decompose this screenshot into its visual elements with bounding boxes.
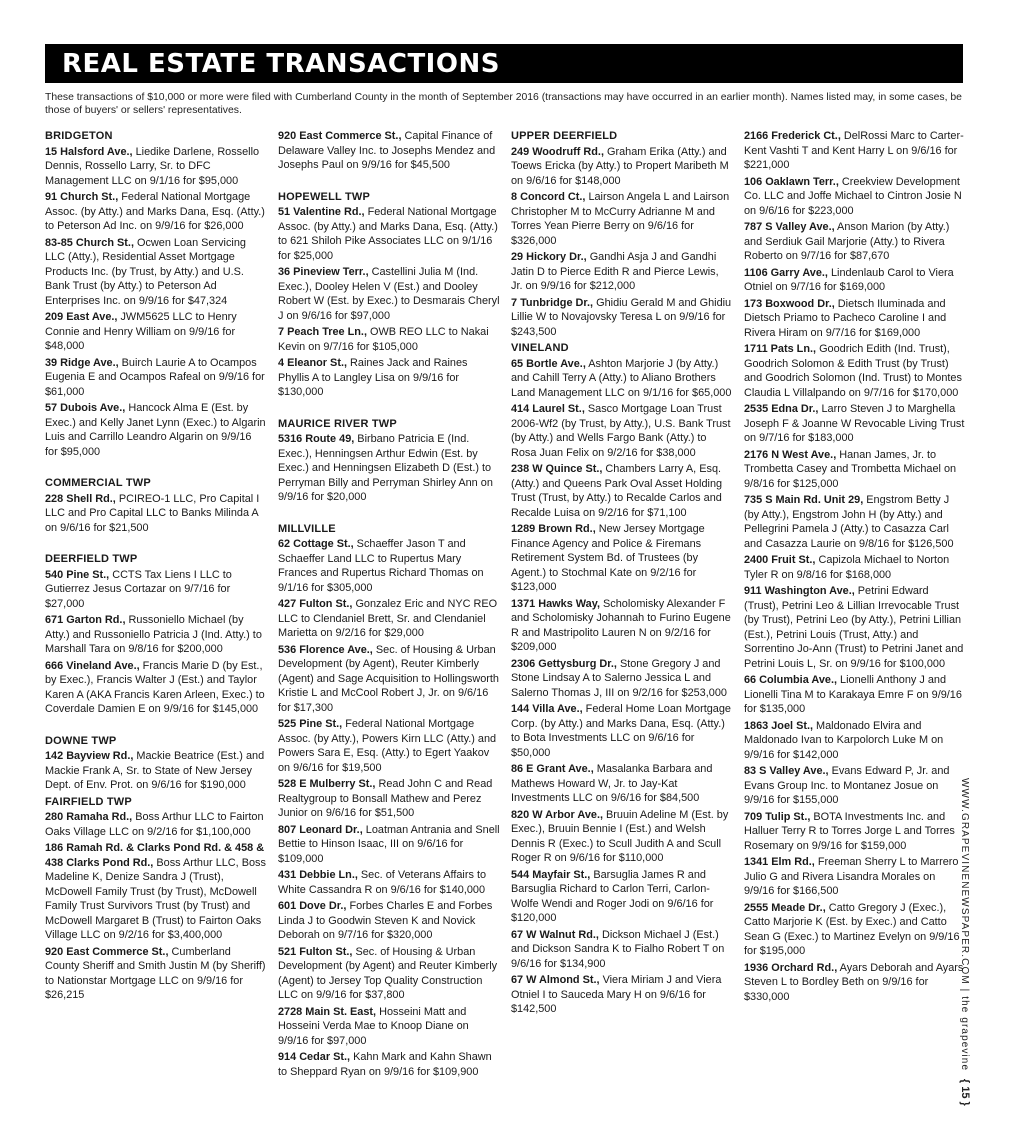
transaction-entry	[511, 657, 733, 701]
property-address: 29 Hickory Dr.,	[511, 251, 587, 263]
municipality-section	[278, 190, 500, 400]
transaction-details: Ashton Marjorie J (by Atty.) and Cahill Terry A (Atty.) to Aliano Brothers Land Management LLC on 9/1/16 for $65,000	[511, 357, 732, 399]
property-address: 91 Church St.,	[45, 191, 119, 203]
transaction-entry	[744, 584, 966, 671]
property-address: 914 Cedar St.,	[278, 1051, 351, 1063]
transaction-entry	[45, 613, 267, 657]
property-address: 787 S Valley Ave.,	[744, 221, 835, 233]
page-title: REAL ESTATE TRANSACTIONS	[62, 49, 500, 79]
transaction-details: Forbes Charles E and Forbes Linda J to Goodwin Steven K and Novick Deborah on 9/7/16 for $320,000	[278, 900, 493, 941]
property-address: 173 Boxwood Dr.,	[744, 297, 835, 310]
property-address: 4 Eleanor St.,	[278, 357, 347, 369]
transaction-details: Evans Edward P, Jr. and Evans Group Inc. to Montanez Josue on 9/9/16 for $155,000	[744, 765, 950, 806]
transaction-entry	[278, 432, 500, 505]
transaction-entry	[278, 1005, 500, 1049]
transaction-details: Freeman Sherry L to Marrero Julio G and Rivera Lisandra Morales on 9/9/16 for $166,500	[744, 856, 959, 897]
transaction-entry	[744, 266, 966, 295]
property-address: 1711 Pats Ln.,	[744, 343, 817, 355]
transaction-details: Hancock Alma E (Est. by Exec.) and Kelly Janet Lynn (Exec.) to Algarin Luis and Carrillo Leandro Algarin on 9/9/16 for $95,000	[45, 402, 266, 458]
column-3	[511, 129, 733, 1034]
transaction-entry	[511, 928, 733, 972]
transaction-details: Goodrich Edith (Ind. Trust), Goodrich Solomon & Edith Trust (by Trust) and Goodrich Solomon (Ind. Trust) to Montes Claudia L Villalpando on 9/7/16 for $170,000	[744, 343, 962, 399]
transaction-details: Sec. of Veterans Affairs to White Cassandra R on 9/6/16 for $140,000	[278, 869, 487, 896]
property-address: 2535 Edna Dr.,	[744, 403, 819, 415]
transaction-details: Anson Marion (by Atty.) and Serdiuk Gail Marjorie (Atty.) to Rivera Roberto on 9/7/16 for $87,670	[744, 221, 950, 262]
municipality-heading: DOWNE TWP	[45, 734, 117, 747]
property-address: 735 S Main Rd. Unit 29,	[744, 494, 864, 506]
transaction-entry	[45, 841, 267, 943]
property-address: 36 Pineview Terr.,	[278, 266, 369, 278]
property-address: 528 E Mulberry St.,	[278, 778, 376, 790]
property-address: 601 Dove Dr.,	[278, 900, 347, 912]
municipality-heading: MAURICE RIVER TWP	[278, 417, 397, 430]
transaction-entry	[278, 325, 500, 354]
transaction-entry	[45, 749, 267, 793]
property-address: 911 Washington Ave.,	[744, 585, 855, 597]
transaction-details: Engstrom Betty J (by Atty.), Engstrom John H (by Atty.) and Pellegrini Pamela J (Atty.) to Casazza Carl and Casazza Laurie on 9/8/16 for $126,500	[744, 494, 954, 550]
property-address: 7 Peach Tree Ln.,	[278, 326, 367, 338]
property-address: 66 Columbia Ave.,	[744, 674, 838, 686]
property-address: 920 East Commerce St.,	[278, 130, 402, 142]
column-1	[45, 129, 267, 1020]
transaction-details: Loatman Antrania and Snell Bettie to Hinson Isaac, III on 9/6/16 for $109,000	[278, 823, 500, 865]
transaction-entry	[744, 901, 966, 959]
transactions-columns	[45, 129, 965, 1084]
municipality-heading: UPPER DEERFIELD	[511, 130, 618, 142]
transaction-entry	[744, 493, 966, 551]
property-address: 1863 Joel St.,	[744, 719, 814, 732]
property-address: 427 Fulton St.,	[278, 598, 353, 610]
municipality-section	[45, 552, 267, 717]
property-address: 228 Shell Rd.,	[45, 492, 116, 505]
transaction-entry	[278, 537, 500, 595]
transaction-entry	[45, 810, 267, 839]
transaction-entry	[278, 597, 500, 641]
transaction-entry	[744, 553, 966, 582]
transaction-details: Lairson Angela L and Lairson Christopher M to McCurry Adrianne M and Torres Yean Pierre Berry on 9/6/16 for $326,000	[511, 191, 730, 247]
property-address: 15 Halsford Ave.,	[45, 145, 133, 158]
property-address: 525 Pine St.,	[278, 718, 343, 730]
publication-name: the grapevine	[959, 996, 970, 1072]
transaction-entry	[744, 220, 966, 264]
transaction-details: Castellini Julia M (Ind. Exec.), Dooley Helen V (Est.) and Dooley Robert W (Est. by Exec.) to Desmarais Cheryl J on 9/6/16 for $97,000	[278, 266, 500, 322]
transaction-details: Lindenlaub Carol to Viera Otniel on 9/7/16 for $169,000	[744, 266, 954, 293]
transaction-details: Boss Arthur LLC, Boss Madeline K, Denize Sandra J (Trust), McDowell Family Trust (by Trust), McDowell Family Trust Survivors Trust (by Trust) and McDowell Margaret B (Trust) to Fairton Oaks Village LLC on 9/2/16 for $3,400,000	[45, 856, 266, 941]
transaction-entry	[45, 945, 267, 1003]
transaction-entry	[511, 973, 733, 1017]
transaction-details: Schaeffer Jason T and Schaeffer Land LLC to Rupertus Mary Frances and Rupertus Richard Thomas on 9/1/16 for $305,000	[278, 538, 484, 594]
property-address: 807 Leonard Dr.,	[278, 823, 363, 836]
municipality-heading: FAIRFIELD TWP	[45, 795, 132, 808]
transaction-details: Hosseini Matt and Hosseini Verda Mae to Knoop Diane on 9/9/16 for $97,000	[278, 1005, 469, 1047]
transaction-entry	[45, 492, 267, 536]
transaction-entry	[45, 310, 267, 354]
property-address: 2400 Fruit St.,	[744, 554, 816, 566]
transaction-entry	[744, 402, 966, 446]
website-url: WWW.GRAPEVINENEWSPAPER.COM	[959, 778, 970, 985]
transaction-details: Francis Marie D (by Est., by Exec.), Francis Walter J (Est.) and Taylor Karen A (AKA Francis Karen Arleen, Exec.) to Coverdale Damien E on 9/9/16 for $145,000	[45, 659, 265, 715]
transaction-entry	[744, 448, 966, 492]
property-address: 2176 N West Ave.,	[744, 448, 837, 461]
transaction-details: Raines Jack and Raines Phyllis A to Langley Lisa on 9/9/16 for $130,000	[278, 357, 468, 398]
property-address: 431 Debbie Ln.,	[278, 869, 358, 881]
transaction-details: Sasco Mortgage Loan Trust 2006-Wf2 (by Trust, by Atty.), U.S. Bank Trust (by Atty.) and Wells Fargo Bank (Atty.) to Rosa Juan Felix on 9/2/16 for $38,000	[511, 403, 731, 459]
property-address: 1106 Garry Ave.,	[744, 266, 828, 279]
transaction-details: Petrini Edward (Trust), Petrini Leo & Lillian Irrevocable Trust (by Trust), Petrini Leo (by Atty.), Petrini Lillian (Est.), Petrini Louis (Trust, Atty.) and Sorrentino Jo-Ann (Trust) to Petrini Janet and Petrini Louis L, Sr. on 9/9/16 for $100,000	[744, 585, 964, 670]
transaction-details: Federal National Mortgage Assoc. (by Atty.) and Marks Dana, Esq. (Atty.) to Peterson Ad Inc. on 9/9/16 for $26,000	[45, 191, 265, 232]
municipality-section	[278, 129, 500, 173]
transaction-entry	[45, 568, 267, 612]
transaction-details: Federal Home Loan Mortgage Corp. (by Atty.) and Marks Dana, Esq. (Atty.) to Bota Investments LLC on 9/6/16 for $50,000	[511, 703, 731, 759]
column-2	[278, 129, 500, 1096]
transaction-entry	[511, 296, 733, 340]
transaction-entry	[511, 190, 733, 248]
property-address: 209 East Ave.,	[45, 311, 118, 323]
property-address: 67 W Almond St.,	[511, 974, 600, 986]
transaction-details: Graham Erika (Atty.) and Toews Ericka (by Atty.) to Propert Maribeth M on 9/6/16 for $148,000	[511, 145, 729, 187]
transaction-entry	[744, 673, 966, 717]
transaction-entry	[511, 402, 733, 460]
transaction-details: Larro Steven J to Marghella Joseph F & Joanne W Revocable Living Trust on 9/7/16 for $183,000	[744, 403, 965, 444]
transaction-details: Maldonado Elvira and Maldonado Ivan to Karpolorch Luke M on 9/9/16 for $142,000	[744, 719, 944, 761]
transaction-details: Ghidiu Gerald M and Ghidiu Lillie W to Novajovsky Teresa L on 9/9/16 for $243,500	[511, 296, 732, 338]
property-address: 144 Villa Ave.,	[511, 703, 583, 715]
property-address: 67 W Walnut Rd.,	[511, 928, 599, 941]
transaction-details: Chambers Larry A, Esq. (Atty.) and Queens Park Oval Asset Holding Trust (Trust, by Atty.) to Recalde Carlos and Recalde Luisa on 9/2/16 for $71,100	[511, 463, 723, 519]
transaction-entry	[511, 868, 733, 926]
transaction-details: Capizola Michael to Norton Tyler R on 9/8/16 for $168,000	[744, 554, 950, 581]
transaction-details: DelRossi Marc to Carter-Kent Vashti T and Kent Harry L on 9/6/16 for $221,000	[744, 130, 964, 171]
transaction-entry	[278, 205, 500, 263]
municipality-section	[278, 417, 500, 505]
transaction-details: Russoniello Michael (by Atty.) and Russoniello Patricia J (Ind. Atty.) to Marshall Tara on 9/8/16 for $200,000	[45, 614, 262, 655]
municipality-section	[511, 341, 733, 1017]
property-address: 414 Laurel St.,	[511, 403, 585, 415]
page-number: { 15 }	[959, 1078, 971, 1106]
transaction-entry	[744, 764, 966, 808]
transaction-details: Barsuglia James R and Barsuglia Richard to Carlon Terri, Carlon-Wolfe Wendi and Roger Jodi on 9/6/16 for $120,000	[511, 868, 714, 924]
municipality-heading: MILLVILLE	[278, 522, 336, 535]
property-address: 820 W Arbor Ave.,	[511, 808, 603, 821]
municipality-section	[511, 129, 733, 339]
property-address: 7 Tunbridge Dr.,	[511, 296, 594, 309]
transaction-entry	[45, 356, 267, 400]
transaction-entry	[744, 175, 966, 219]
transaction-entry	[744, 129, 966, 173]
transaction-entry	[744, 855, 966, 899]
transaction-details: Kahn Mark and Kahn Shawn to Sheppard Ryan on 9/9/16 for $109,900	[278, 1051, 492, 1078]
transaction-entry	[511, 702, 733, 760]
property-address: 2728 Main St. East,	[278, 1005, 377, 1018]
transaction-details: Sec. of Housing & Urban Development (by Agent) and Reuter Kimberly (Agent) to Jersey Top Quality Construction LLC on 9/9/16 for $37,800	[278, 945, 498, 1001]
property-address: 280 Ramaha Rd.,	[45, 811, 133, 823]
transaction-details: Mackie Beatrice (Est.) and Mackie Frank A, Sr. to State of New Jersey Dept. of Env. Prot. on 9/6/16 for $190,000	[45, 750, 265, 791]
transaction-entry	[511, 762, 733, 806]
transaction-entry	[278, 899, 500, 943]
transaction-details: Ayars Deborah and Ayars Steven L to Bordley Beth on 9/9/16 for $330,000	[744, 961, 964, 1003]
transaction-entry	[278, 1050, 500, 1079]
transaction-entry	[278, 945, 500, 1003]
transaction-details: OWB REO LLC to Nakai Kevin on 9/7/16 for $105,000	[278, 326, 489, 353]
page-footer	[959, 778, 982, 1106]
transaction-details: Lionelli Anthony J and Lionelli Tina M to Karakaya Emre F on 9/9/16 for $135,000	[744, 674, 962, 715]
municipality-section	[744, 129, 966, 1004]
transaction-details: Sec. of Housing & Urban Development (by Agent), Reuter Kimberly (Agent) and Sage Acquisition to Hollingsworth Kristie L and McCool Robert J, Jr. on 9/6/16 for $17,300	[278, 643, 499, 714]
municipality-heading: DEERFIELD TWP	[45, 553, 138, 565]
transaction-details: CCTS Tax Liens I LLC to Gutierrez Jesus Cortazar on 9/7/16 for $27,000	[45, 568, 232, 610]
intro-text: These transactions of $10,000 or more were filed with Cumberland County in the month of September 2016 (transactions may have occurred in an earlier month). Names listed may, in some cases, be those of buyers' or sellers' representatives.	[45, 92, 962, 116]
column-4	[744, 129, 966, 1021]
transaction-entry	[511, 250, 733, 294]
transaction-entry	[744, 810, 966, 854]
property-address: 238 W Quince St.,	[511, 463, 603, 475]
transaction-entry	[45, 145, 267, 189]
transaction-entry	[744, 297, 966, 341]
property-address: 62 Cottage St.,	[278, 538, 354, 550]
transaction-details: Catto Gregory J (Exec.), Catto Marjorie K (Est. by Exec.) and Catto Sean G (Exec.) to Martinez Evelyn on 9/9/16 for $195,000	[744, 901, 960, 957]
property-address: 1289 Brown Rd.,	[511, 523, 596, 535]
transaction-details: Scholomisky Alexander F and Scholomisky Johannah to Furino Eugene R and Mastripolito Lauren N on 9/2/16 for $209,000	[511, 597, 731, 653]
property-address: 186 Ramah Rd. & Clarks Pond Rd. & 458 & 438 Clarks Pond Rd.,	[45, 842, 265, 869]
transaction-details: Creekview Development Co. LLC and Joffe Michael to Cintron Josie N on 9/6/16 for $223,000	[744, 175, 962, 217]
property-address: 1936 Orchard Rd.,	[744, 961, 838, 974]
property-address: 920 East Commerce St.,	[45, 945, 169, 958]
transaction-details: Birbano Patricia E (Ind. Exec.), Henningsen Arthur Edwin (Est. by Exec.) and Henningsen Elizabeth D (Est.) to Perryman Billy and Perryman Shirley Ann on 9/9/16 for $20,000	[278, 433, 493, 503]
property-address: 521 Fulton St.,	[278, 945, 353, 958]
transaction-details: Liedike Darlene, Rossello Dennis, Rossello Larry, Sr. to DFC Management LLC on 9/1/16 for $95,000	[45, 145, 260, 187]
transaction-details: Read John C and Read Realtygroup to Bonsall Mathew and Perez Junior on 9/6/16 for $51,500	[278, 778, 493, 819]
municipality-heading: BRIDGETON	[45, 130, 113, 142]
transaction-details: Gonzalez Eric and NYC REO LLC to Clendaniel Brett, Sr. and Clendaniel Marietta on 9/2/16 for $29,000	[278, 598, 498, 639]
property-address: 2166 Frederick Ct.,	[744, 130, 841, 142]
transaction-entry	[278, 356, 500, 400]
property-address: 5316 Route 49,	[278, 433, 355, 445]
transaction-details: Bruuin Adeline M (Est. by Exec.), Bruuin Bennie I (Est.) and Welsh Dennis R (Exec.) to Scull Judith A and Scull Roger R on 9/6/16 for $110,000	[511, 808, 729, 864]
property-address: 1371 Hawks Way,	[511, 597, 600, 610]
transaction-details: PCIREO-1 LLC, Pro Capital I LLC and Pro Capital LLC to Banks Milinda A on 9/6/16 for $21,500	[45, 492, 260, 534]
transaction-entry	[278, 823, 500, 867]
transaction-entry	[511, 808, 733, 866]
municipality-heading: HOPEWELL TWP	[278, 190, 371, 203]
transaction-entry	[278, 777, 500, 821]
transaction-entry	[511, 597, 733, 655]
property-address: 249 Woodruff Rd.,	[511, 145, 604, 158]
transaction-details: Ocwen Loan Servicing LLC (Atty.), Residential Asset Mortgage Products Inc. (by Trust, by Atty.) and U.S. Bank Trust (by Atty.) to Peterson Ad Enterprises Inc. on 9/9/16 for $47,324	[45, 236, 246, 307]
transaction-entry	[278, 265, 500, 323]
transaction-entry	[511, 462, 733, 520]
property-address: 536 Florence Ave.,	[278, 643, 373, 656]
transaction-details: Dietsch Iluminada and Dietsch Priamo to Pacheco Caroline I and Rivera Hiram on 9/7/16 for $169,000	[744, 297, 947, 339]
municipality-section	[45, 734, 267, 793]
transaction-details: Buirch Laurie A to Ocampos Eugenia E and Ocampos Rafeal on 9/9/16 for $61,000	[45, 356, 265, 398]
property-address: 544 Mayfair St.,	[511, 868, 591, 881]
property-address: 709 Tulip St.,	[744, 810, 811, 823]
title-bar	[45, 44, 963, 83]
transaction-entry	[511, 145, 733, 189]
transaction-entry	[45, 236, 267, 309]
transaction-entry	[278, 868, 500, 897]
transaction-entry	[511, 357, 733, 401]
transaction-details: Hanan James, Jr. to Trombetta Casey and Trombetta Michael on 9/8/16 for $125,000	[744, 448, 957, 490]
transaction-details: JWM5625 LLC to Henry Connie and Henry William on 9/9/16 for $48,000	[45, 311, 237, 352]
transaction-entry	[511, 522, 733, 595]
transaction-entry	[744, 961, 966, 1005]
property-address: 86 E Grant Ave.,	[511, 763, 594, 775]
property-address: 83-85 Church St.,	[45, 236, 134, 249]
property-address: 83 S Valley Ave.,	[744, 765, 829, 777]
transaction-details: Capital Finance of Delaware Valley Inc. to Josephs Mendez and Josephs Paul on 9/9/16 for $45,500	[278, 130, 496, 171]
property-address: 57 Dubois Ave.,	[45, 402, 126, 414]
municipality-heading: VINELAND	[511, 342, 569, 354]
transaction-entry	[278, 717, 500, 775]
transaction-details: Boss Arthur LLC to Fairton Oaks Village LLC on 9/2/16 for $1,100,000	[45, 811, 264, 838]
property-address: 142 Bayview Rd.,	[45, 750, 134, 762]
transaction-details: Federal National Mortgage Assoc. (by Atty.), Powers Kirn LLC (Atty.) and Powers Sara E, Esq. (Atty.) to Egert Yaakov on 9/6/16 for $19,500	[278, 718, 497, 774]
footer-separator: |	[959, 984, 970, 997]
transaction-details: Viera Miriam J and Viera Otniel I to Sauceda Mary H on 9/6/16 for $142,500	[511, 974, 722, 1015]
property-address: 540 Pine St.,	[45, 568, 110, 581]
transaction-details: BOTA Investments Inc. and Halluer Terry R to Torres Jorge L and Torres Rosemary on 9/9/16 for $159,000	[744, 810, 955, 852]
transaction-entry	[744, 342, 966, 400]
property-address: 671 Garton Rd.,	[45, 614, 126, 626]
property-address: 1341 Elm Rd.,	[744, 856, 815, 868]
property-address: 2306 Gettysburg Dr.,	[511, 657, 617, 670]
transaction-entry	[278, 643, 500, 716]
municipality-section	[45, 476, 267, 535]
property-address: 39 Ridge Ave.,	[45, 356, 119, 369]
transaction-details: Dickson Michael J (Est.) and Dickson Sandra K to Fialho Robert T on 9/6/16 for $134,900	[511, 928, 725, 970]
transaction-details: Stone Gregory J and Stone Lindsay A to Salerno Jessica L and Salerno Thomas J, III on 9/2/16 for $253,000	[511, 657, 727, 699]
transaction-entry	[278, 129, 500, 173]
property-address: 51 Valentine Rd.,	[278, 206, 365, 218]
transaction-entry	[45, 401, 267, 459]
transaction-entry	[45, 190, 267, 234]
transaction-entry	[45, 659, 267, 717]
transaction-details: Gandhi Asja J and Gandhi Jatin D to Pierce Edith R and Pierce Lewis, Jr. on 9/9/16 for $212,000	[511, 251, 719, 292]
transaction-entry	[744, 719, 966, 763]
property-address: 666 Vineland Ave.,	[45, 659, 140, 672]
transaction-details: New Jersey Mortgage Finance Agency and Police & Firemans Retirement System Bd. of Trustees (by Agent.) to Stochmal Kate on 9/2/16 for $123,000	[511, 523, 705, 593]
property-address: 65 Bortle Ave.,	[511, 357, 586, 370]
transaction-details: Federal National Mortgage Assoc. (by Atty.) and Marks Dana, Esq. (Atty.) to 621 Shiloh Pike Associates LLC on 9/1/16 for $25,000	[278, 206, 498, 262]
municipality-section	[45, 795, 267, 1003]
municipality-section	[45, 129, 267, 459]
transaction-details: Masalanka Barbara and Mathews Howard W, Jr. to Jay-Kat Investments LLC on 9/6/16 for $84,500	[511, 763, 713, 804]
municipality-heading: COMMERCIAL TWP	[45, 477, 151, 489]
property-address: 2555 Meade Dr.,	[744, 901, 826, 914]
municipality-section	[278, 522, 500, 1080]
property-address: 106 Oaklawn Terr.,	[744, 175, 839, 188]
transaction-details: Cumberland County Sheriff and Smith Justin M (by Sheriff) to Nationstar Mortgage LLC on 9/9/16 for $26,215	[45, 945, 266, 1001]
property-address: 8 Concord Ct.,	[511, 191, 586, 203]
